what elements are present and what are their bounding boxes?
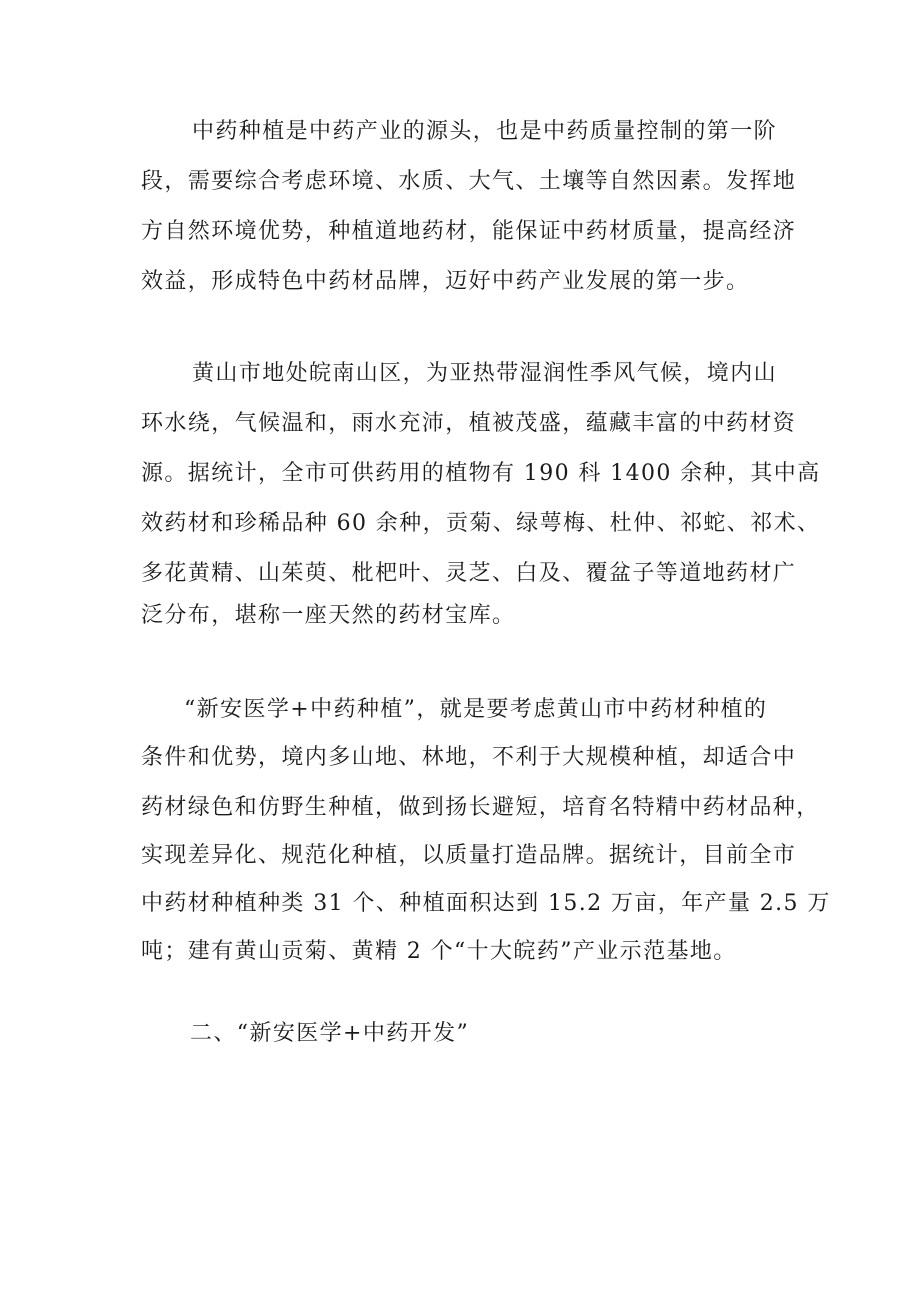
paragraph-line: 环水绕，气候温和，雨水充沛，植被茂盛，蕴藏丰富的中药材资 [141, 411, 797, 436]
paragraph-line: 吨；建有黄山贡菊、黄精 2 个“十大皖药”产业示范基地。 [141, 939, 737, 964]
paragraph-line: 源。据统计，全市可供药用的植物有 190 科 1400 余种，其中高 [141, 461, 821, 486]
paragraph-line: 药材绿色和仿野生种植，做到扬长避短，培育名特精中药材品种， [141, 795, 820, 820]
paragraph-line: 多花黄精、山茱萸、枇杷叶、灵芝、白及、覆盆子等道地药材广 [141, 561, 797, 586]
paragraph-line: 中药种植是中药产业的源头，也是中药质量控制的第一阶 [192, 119, 778, 144]
section-heading: 二、“新安医学+中药开发” [190, 1021, 470, 1046]
paragraph-line: 中药材种植种类 31 个、种植面积达到 15.2 万亩，年产量 2.5 万 [141, 891, 831, 916]
paragraph-line: 段，需要综合考虑环境、水质、大气、土壤等自然因素。发挥地 [141, 169, 797, 194]
paragraph-line: 黄山市地处皖南山区，为亚热带湿润性季风气候，境内山 [192, 361, 778, 386]
paragraph-line: “新安医学+中药种植”，就是要考虑黄山市中药材种植的 [184, 697, 768, 722]
paragraph-line: 效药材和珍稀品种 60 余种，贡菊、绿萼梅、杜仲、祁蛇、祁术、 [141, 511, 821, 536]
paragraph-line: 泛分布，堪称一座天然的药材宝库。 [141, 603, 516, 628]
paragraph-line: 方自然环境优势，种植道地药材，能保证中药材质量，提高经济 [141, 219, 797, 244]
paragraph-line: 效益，形成特色中药材品牌，迈好中药产业发展的第一步。 [141, 269, 750, 294]
paragraph-line: 实现差异化、规范化种植，以质量打造品牌。据统计，目前全市 [141, 843, 797, 868]
paragraph-line: 条件和优势，境内多山地、林地，不利于大规模种植，却适合中 [141, 745, 797, 770]
